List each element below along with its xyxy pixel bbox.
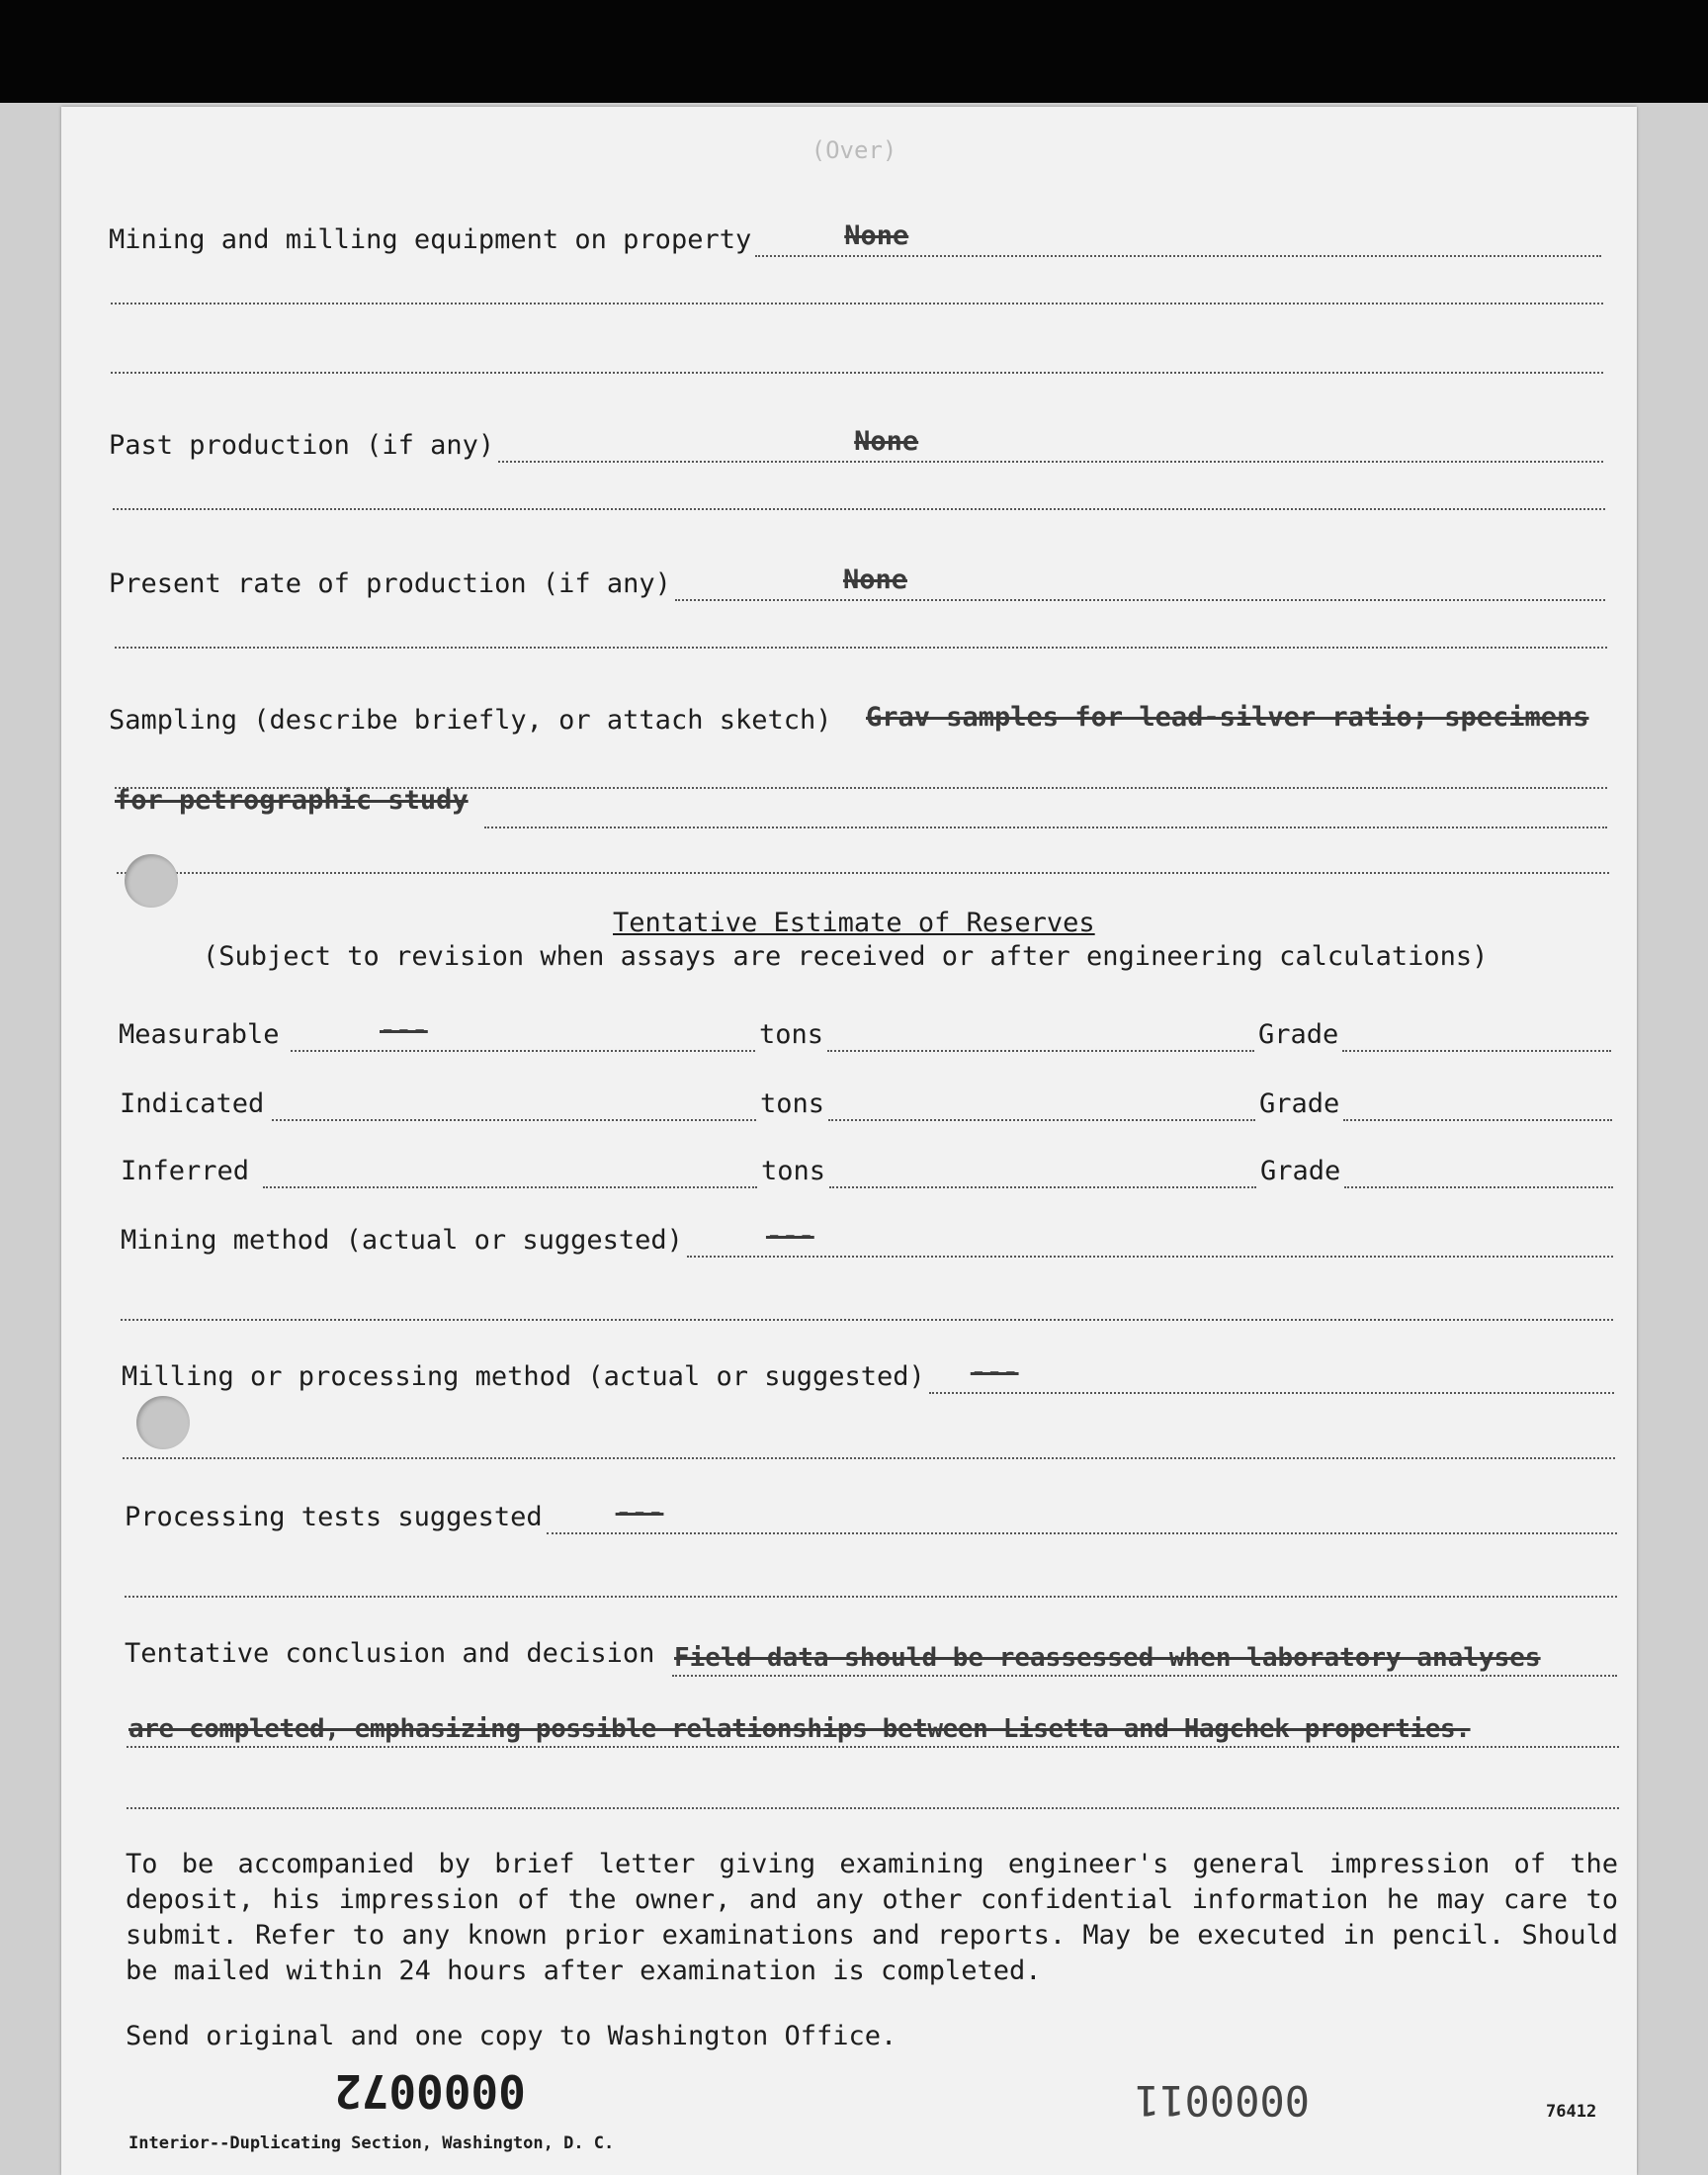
mining-method-row [121, 1222, 1613, 1258]
serial-stamp-right: 0000011 [1135, 2076, 1311, 2125]
processing-tests-field[interactable] [547, 1499, 1617, 1534]
processing-tests-label: Processing tests suggested [125, 1502, 543, 1532]
indicated-grade-field[interactable] [1343, 1086, 1612, 1121]
mining-method-value: --- [765, 1221, 814, 1252]
past-production-field[interactable] [498, 427, 1603, 463]
measurable-tons-field[interactable] [291, 1016, 755, 1052]
processing-tests-value: --- [615, 1498, 664, 1528]
tons-label: tons [759, 1019, 824, 1050]
grade-label: Grade [1258, 1019, 1339, 1050]
blank-line [127, 1807, 1619, 1809]
instructions-text: To be accompanied by brief letter giving examining engineer's general impression of the deposit, his impression of the owner, and any other confidential information he may care to submit. Refer to any known prior examinations and reports. May be executed in pencil. Should be mailed within 24 hours after examination is completed. [126, 1849, 1618, 1986]
measurable-value: --- [380, 1015, 428, 1046]
past-production-row [109, 427, 1603, 463]
printer-line: Interior--Duplicating Section, Washington, D. C. [128, 2133, 615, 2153]
processing-tests-row [125, 1499, 1617, 1534]
blank-line [121, 1319, 1613, 1321]
blank-line [123, 1457, 1615, 1459]
serial-stamp-left: 0000072 [334, 2064, 526, 2118]
blank-line [484, 826, 1607, 828]
reserves-label: Indicated [120, 1088, 265, 1119]
inferred-grade-field[interactable] [1344, 1153, 1613, 1188]
present-rate-row [109, 566, 1605, 601]
measurable-grade-field[interactable] [1342, 1016, 1611, 1052]
scan-top-border [0, 0, 1708, 103]
inferred-tons-line[interactable] [829, 1153, 1256, 1188]
page-header: (Over) [811, 136, 897, 164]
conclusion-value-line2: are completed, emphasizing possible relationships between Lisetta and Hagchek properties. [128, 1714, 1471, 1744]
milling-method-label: Milling or processing method (actual or suggested) [122, 1361, 925, 1392]
equipment-field[interactable] [755, 221, 1601, 257]
punch-hole [136, 1396, 190, 1449]
conclusion-label: Tentative conclusion and decision [125, 1638, 655, 1669]
present-rate-value: None [842, 565, 907, 595]
grade-label: Grade [1259, 1088, 1340, 1119]
send-note: Send original and one copy to Washington Office. [126, 2021, 897, 2051]
reserves-label: Measurable [119, 1019, 280, 1050]
reserves-row-measurable [119, 1016, 1611, 1052]
milling-method-field[interactable] [929, 1358, 1614, 1394]
inferred-field[interactable] [263, 1153, 757, 1188]
past-production-label: Past production (if any) [109, 430, 495, 461]
indicated-tons-line[interactable] [828, 1086, 1255, 1121]
blank-line [117, 872, 1609, 874]
conclusion-line [672, 1675, 1617, 1677]
mining-method-label: Mining method (actual or suggested) [121, 1225, 683, 1256]
indicated-field[interactable] [272, 1086, 756, 1121]
equipment-row [109, 221, 1601, 257]
tons-label: tons [760, 1088, 825, 1119]
reserves-label: Inferred [121, 1156, 250, 1186]
form-number: 76412 [1546, 2102, 1597, 2122]
conclusion-line [127, 1746, 1619, 1748]
present-rate-field[interactable] [675, 566, 1605, 601]
blank-line [111, 303, 1603, 304]
blank-line [115, 647, 1607, 649]
reserves-title: Tentative Estimate of Reserves [613, 908, 1095, 938]
reserves-subtitle: (Subject to revision when assays are received or after engineering calculations) [203, 941, 1489, 972]
present-rate-label: Present rate of production (if any) [109, 568, 671, 599]
conclusion-value-line1: Field data should be reassessed when laboratory analyses [674, 1643, 1541, 1673]
punch-hole [125, 854, 178, 908]
equipment-label: Mining and milling equipment on property [109, 224, 752, 255]
sampling-label: Sampling (describe briefly, or attach sketch) [109, 705, 832, 736]
measurable-tons-line[interactable] [827, 1016, 1254, 1052]
blank-line [125, 1596, 1617, 1598]
sampling-row [109, 704, 832, 738]
conclusion-row [125, 1637, 654, 1671]
equipment-value: None [844, 220, 909, 251]
sampling-value-line1: Grav samples for lead-silver ratio; specimens [866, 702, 1589, 733]
reserves-row-inferred [121, 1153, 1613, 1188]
blank-line [111, 372, 1603, 374]
reserves-row-indicated [120, 1086, 1612, 1121]
blank-line [113, 508, 1605, 510]
milling-method-row [122, 1358, 1614, 1394]
past-production-value: None [854, 426, 919, 457]
sampling-line [115, 787, 1607, 789]
sampling-value-line2: for petrographic study [115, 785, 469, 816]
milling-method-value: --- [970, 1357, 1019, 1388]
mining-method-field[interactable] [687, 1222, 1613, 1258]
tons-label: tons [761, 1156, 826, 1186]
grade-label: Grade [1260, 1156, 1341, 1186]
